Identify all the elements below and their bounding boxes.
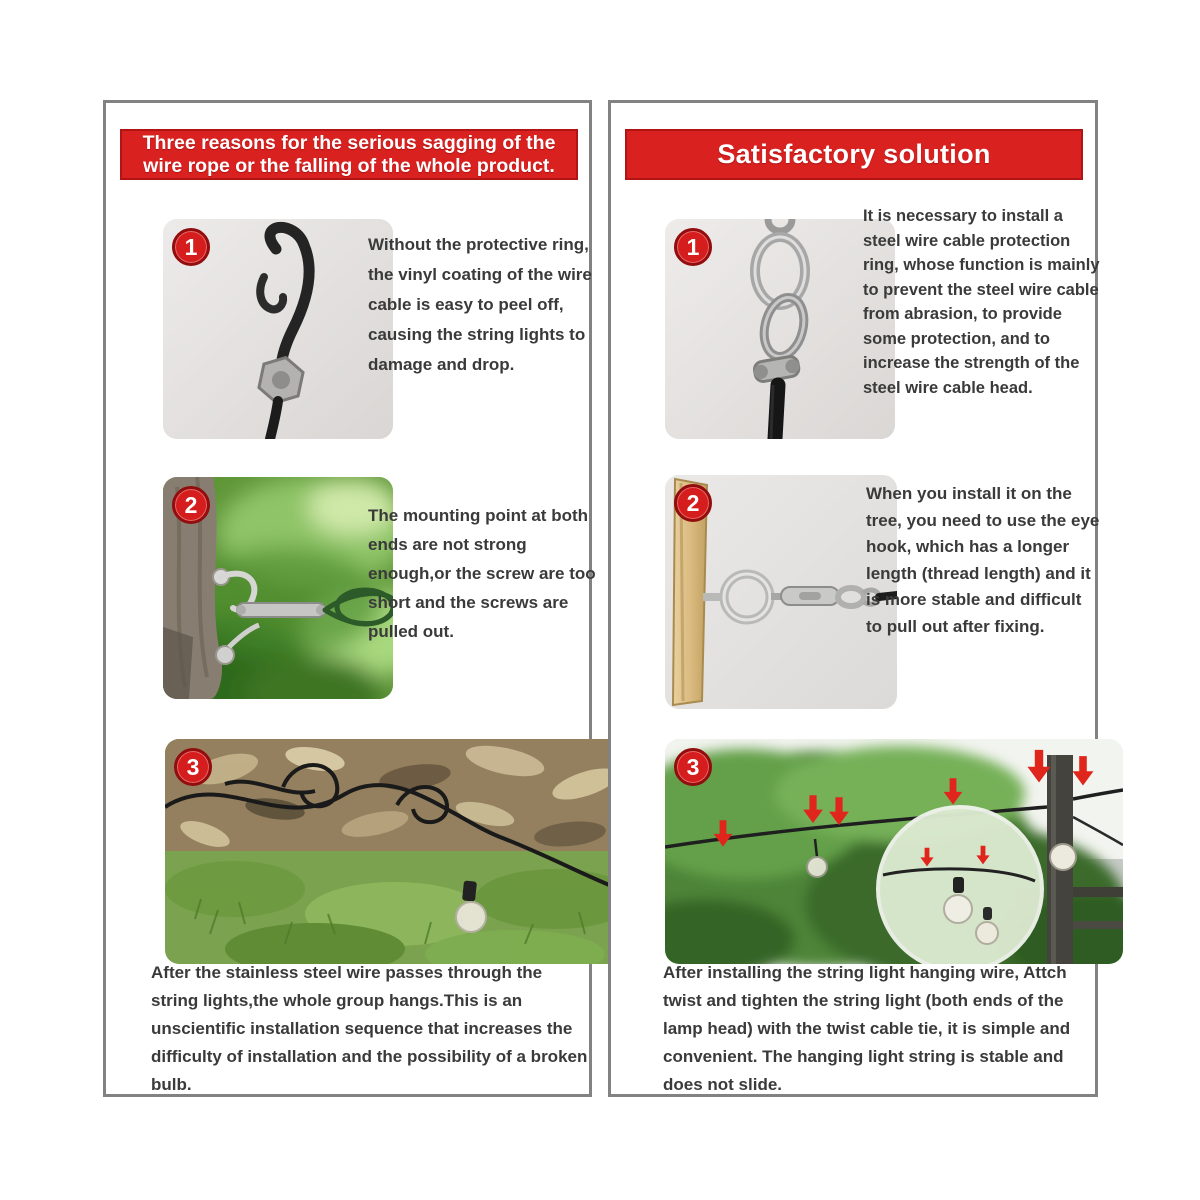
step-number-badge: 3 — [174, 748, 212, 786]
photo-hook-without-protection-ring — [163, 219, 393, 439]
step-number-badge: 3 — [674, 748, 712, 786]
step-number-badge: 2 — [674, 484, 712, 522]
problem-1-text: Without the protective ring, the vinyl coating of the wire cable is easy to peel off, causing the string lights to damage and drop. — [368, 235, 592, 374]
photo-lights-on-ground — [165, 739, 624, 964]
solution-1-text: It is necessary to install a steel wire cable protection ring, whose function is mainly to prevent the steel wire cable from abrasion, to provide some protection, and to increase the strength of the steel wire cable head. — [863, 207, 1100, 397]
step-number-badge: 1 — [674, 228, 712, 266]
problems-panel — [103, 100, 596, 1097]
ground-lights-illustration — [165, 739, 624, 964]
photo-eye-hook-on-wood — [665, 475, 897, 709]
solutions-header: Satisfactory solution — [625, 129, 1083, 180]
photo-weak-mounting-point — [163, 477, 393, 699]
problem-2-text: The mounting point at both ends are not strong enough,or the screw are too short and the screws are pulled out. — [368, 506, 596, 641]
hung-lights-illustration — [665, 739, 1123, 964]
step-number-badge: 2 — [172, 486, 210, 524]
step-number-badge: 1 — [172, 228, 210, 266]
solutions-panel — [608, 100, 1098, 1097]
solution-2-text: When you install it on the tree, you need to use the eye hook, which has a longer length (thread length) and it is more stable and difficult to pull out after fixing. — [866, 484, 1100, 636]
photo-lights-hung-on-trees — [665, 739, 1123, 964]
solution-3-text: After installing the string light hanging wire, Attch twist and tighten the string light (both ends of the lamp head) with the twist cable tie, it is simple and convenient. The hanging light string is stable and does not slide. — [663, 963, 1071, 1094]
problem-3-text: After the stainless steel wire passes through the string lights,the whole group hangs.This is an unscientific installation sequence that increases the difficulty of installation and the possibility of a broken bulb. — [151, 963, 588, 1094]
problems-header: Three reasons for the serious sagging of the wire rope or the falling of the whole product. — [120, 129, 578, 180]
photo-hook-with-protection-ring — [665, 219, 895, 439]
